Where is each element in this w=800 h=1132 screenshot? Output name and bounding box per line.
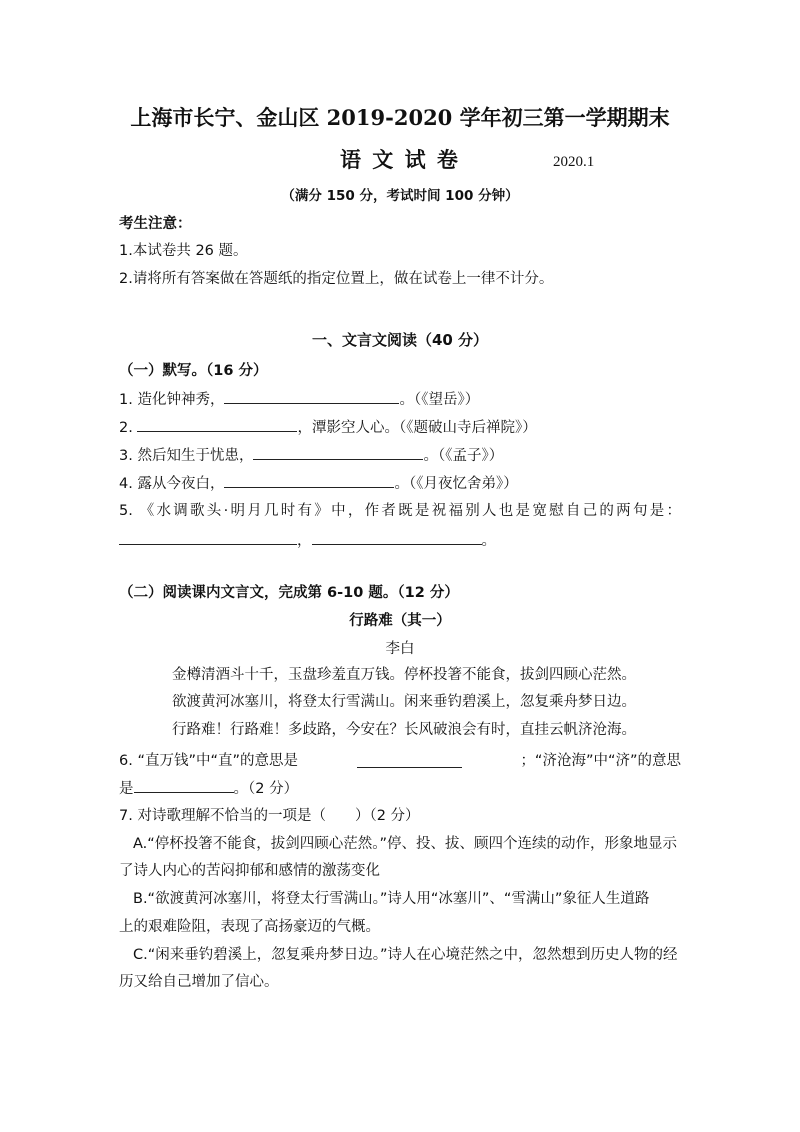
part2-heading: （二）阅读课内文言文，完成第 6-10 题。（12 分） [119,585,459,601]
poem-author: 李白 [385,641,415,657]
q2-answer-blank[interactable] [137,417,297,432]
option-b-line-2: 上的艰难险阻，表现了高扬豪迈的气概。 [119,919,380,935]
option-c-line-2: 历又给自己增加了信心。 [119,974,279,990]
q6-answer-blank-2[interactable] [134,778,234,793]
exam-title: 上海市长宁、金山区 2019-2020 学年初三第一学期期末 [130,105,670,130]
poem-line-3: 行路难！行路难！多歧路，今安在？长风破浪会有时，直挂云帆济沧海。 [172,722,636,738]
q4-prefix: 4. 露从今夜白， [119,476,225,492]
question-4 [119,473,518,494]
q3-prefix: 3. 然后知生于忧患， [119,448,254,464]
question-3 [119,445,503,466]
question-6-line-2 [119,778,298,799]
exam-date: 2020.1 [553,154,595,170]
question-6 [119,751,681,771]
q5-end: 。 [481,533,496,549]
q4-answer-blank[interactable] [224,473,394,488]
score-info: （满分 150 分，考试时间 100 分钟） [281,188,519,204]
option-c-line-1: C.“闲来垂钓碧溪上，忽复乘舟梦日边。”诗人在心境茫然之中，忽然想到历史人物的经 [133,947,678,963]
poem-title: 行路难（其一） [349,613,451,629]
question-2 [119,417,537,438]
q6-text: 6. “直万钱”中“直”的意思是 [119,753,298,769]
poem-line-2: 欲渡黄河冰塞川，将登太行雪满山。闲来垂钓碧溪上，忽复乘舟梦日边。 [172,694,636,710]
q1-suffix: 。（《望岳》） [399,392,480,408]
q1-answer-blank[interactable] [224,389,399,404]
q6-answer-blank-1[interactable] [357,753,462,768]
q6-line2-prefix: 是 [119,781,134,797]
q5-mid: ， [297,533,312,549]
option-b-line-1: B.“欲渡黄河冰塞川，将登太行雪满山。”诗人用“冰塞川”、“雪满山”象征人生道路 [133,891,650,907]
q2-suffix: ，潭影空人心。（《题破山寺后禅院》） [297,420,537,436]
q3-answer-blank[interactable] [253,445,423,460]
part1-heading: （一）默写。（16 分） [119,363,268,379]
question-7: 7. 对诗歌理解不恰当的一项是（ ）（2 分） [119,808,420,824]
q5-answer-blank-1[interactable] [119,530,297,545]
q5-answer-blank-2[interactable] [312,530,482,545]
notice-item-1: 1.本试卷共 26 题。 [119,243,248,259]
poem-line-1: 金樽清酒斗十千，玉盘珍羞直万钱。停杯投箸不能食，拔剑四顾心茫然。 [172,667,636,683]
q2-prefix: 2. [119,420,133,436]
exam-subtitle: 语 文 试 卷 [340,147,460,172]
notice-item-2: 2.请将所有答案做在答题纸的指定位置上，做在试卷上一律不计分。 [119,271,554,287]
option-a-line-1: A.“停杯投箸不能食，拔剑四顾心茫然。”停、投、拔、顾四个连续的动作，形象地显示 [133,836,678,852]
option-a-line-2: 了诗人内心的苦闷抑郁和感情的激荡变化 [119,863,380,879]
notice-heading: 考生注意： [119,216,192,232]
q3-suffix: 。（《孟子》） [423,448,504,464]
q1-prefix: 1. 造化钟神秀， [119,392,225,408]
q6-line2-suffix: 。（2 分） [233,781,299,797]
q6-mid: ；“济沧海”中“济”的意思 [520,753,681,769]
q4-suffix: 。（《月夜忆舍弟》） [394,476,518,492]
section-heading: 一、文言文阅读（40 分） [311,331,489,349]
question-1 [119,389,479,410]
question-5: 5. 《水调歌头·明月几时有》中，作者既是祝福别人也是宽慰自己的两句是： [119,503,681,519]
question-5-answers [119,530,496,551]
